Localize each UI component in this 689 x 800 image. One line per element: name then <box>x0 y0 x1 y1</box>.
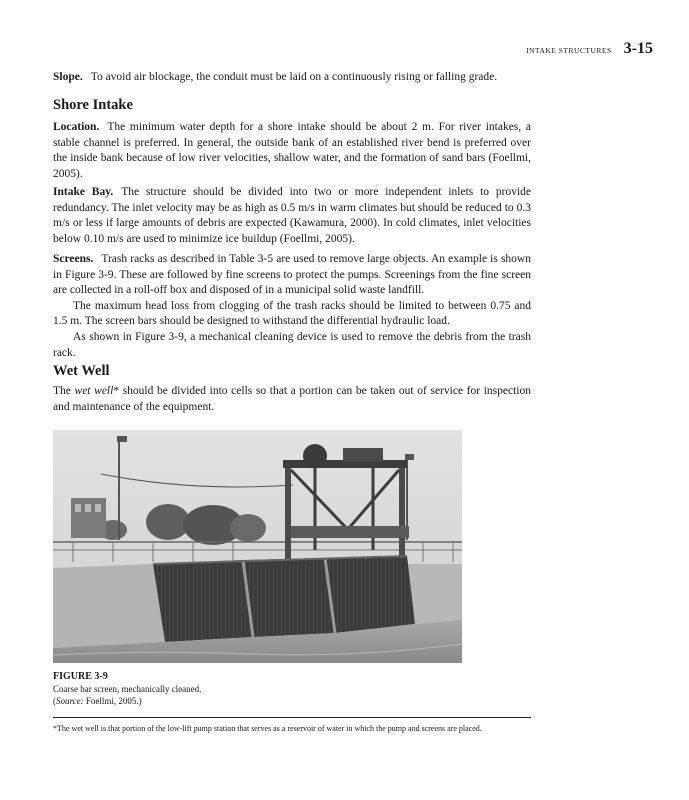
screens-lead: Screens. <box>53 253 94 265</box>
intake-bay-lead: Intake Bay. <box>53 186 114 198</box>
figure-source-text: Foellmi, 2005. <box>83 696 139 706</box>
screens-paragraph <box>53 252 531 361</box>
screens-text: Trash racks as described in Table 3-5 are used to remove large objects. An example is shown in Figure 3-9. These are followed by fine screens to protect the pumps. Screenings from the fine screen are collected in a roll-off box and disposed of in a municipal solid waste landfill. <box>53 253 531 297</box>
wet-well-text-after: * should be divided into cells so that a portion can be taken out of service for inspection and maintenance of the equipment. <box>53 385 531 413</box>
running-head <box>526 40 653 58</box>
location-text: The minimum water depth for a shore intake should be about 2 m. For river intakes, a stable channel is preferred. In general, the outside bank of an established river bend is preferred over the inside bank because of low river velocities, shallow water, and the formation of sand bars (Foellmi, 2005). <box>53 121 531 180</box>
footnote: *The wet well is that portion of the low-lift pump station that serves as a reservoir of water in which the pump and screens are placed. <box>53 724 482 733</box>
location-lead: Location. <box>53 121 100 133</box>
intake-bay-paragraph <box>53 185 531 247</box>
intake-bay-text: The structure should be divided into two or more independent inlets to provide redundancy. The inlet velocity may be as high as 0.5 m/s in warm climates but should be reduced to 0.3 m/s or less if large amounts of debris are expected (Kawamura, 2000). In cold climates, inlet velocities below 0.10 m/s are used to minimize ice buildup (Foellmi, 2005). <box>53 186 532 245</box>
wet-well-term: wet well <box>74 385 114 397</box>
slope-lead: Slope. <box>53 71 83 83</box>
screens-para2: The maximum head loss from clogging of the trash racks should be limited to between 0.75 and 1.5 m. The screen bars should be designed to withstand the differential hydraulic load. <box>53 299 531 328</box>
screens-para3: As shown in Figure 3-9, a mechanical cleaning device is used to remove the debris from the trash rack. <box>53 330 531 359</box>
figure-photo <box>53 430 462 663</box>
figure-title: FIGURE 3-9 <box>53 671 108 682</box>
figure-source-close: ) <box>138 696 142 706</box>
running-title: INTAKE STRUCTURES <box>526 46 612 55</box>
page-number: 3-15 <box>623 40 653 57</box>
figure-source-open: ( <box>53 696 56 706</box>
wet-well-text-before: The <box>53 385 75 397</box>
wet-well-paragraph <box>53 384 531 415</box>
figure-caption-text: Coarse bar screen, mechanically cleaned. <box>53 684 202 694</box>
shore-intake-heading: Shore Intake <box>53 97 133 113</box>
wet-well-heading: Wet Well <box>53 363 110 379</box>
slope-paragraph <box>53 70 531 86</box>
figure-source <box>53 695 353 707</box>
footnote-rule <box>53 717 531 718</box>
bar-screen-photo <box>53 430 462 663</box>
figure-source-label: Source: <box>56 696 84 706</box>
slope-text: To avoid air blockage, the conduit must be laid on a continuously rising or falling grade. <box>90 71 498 83</box>
location-paragraph <box>53 120 531 182</box>
figure-caption <box>53 670 353 707</box>
